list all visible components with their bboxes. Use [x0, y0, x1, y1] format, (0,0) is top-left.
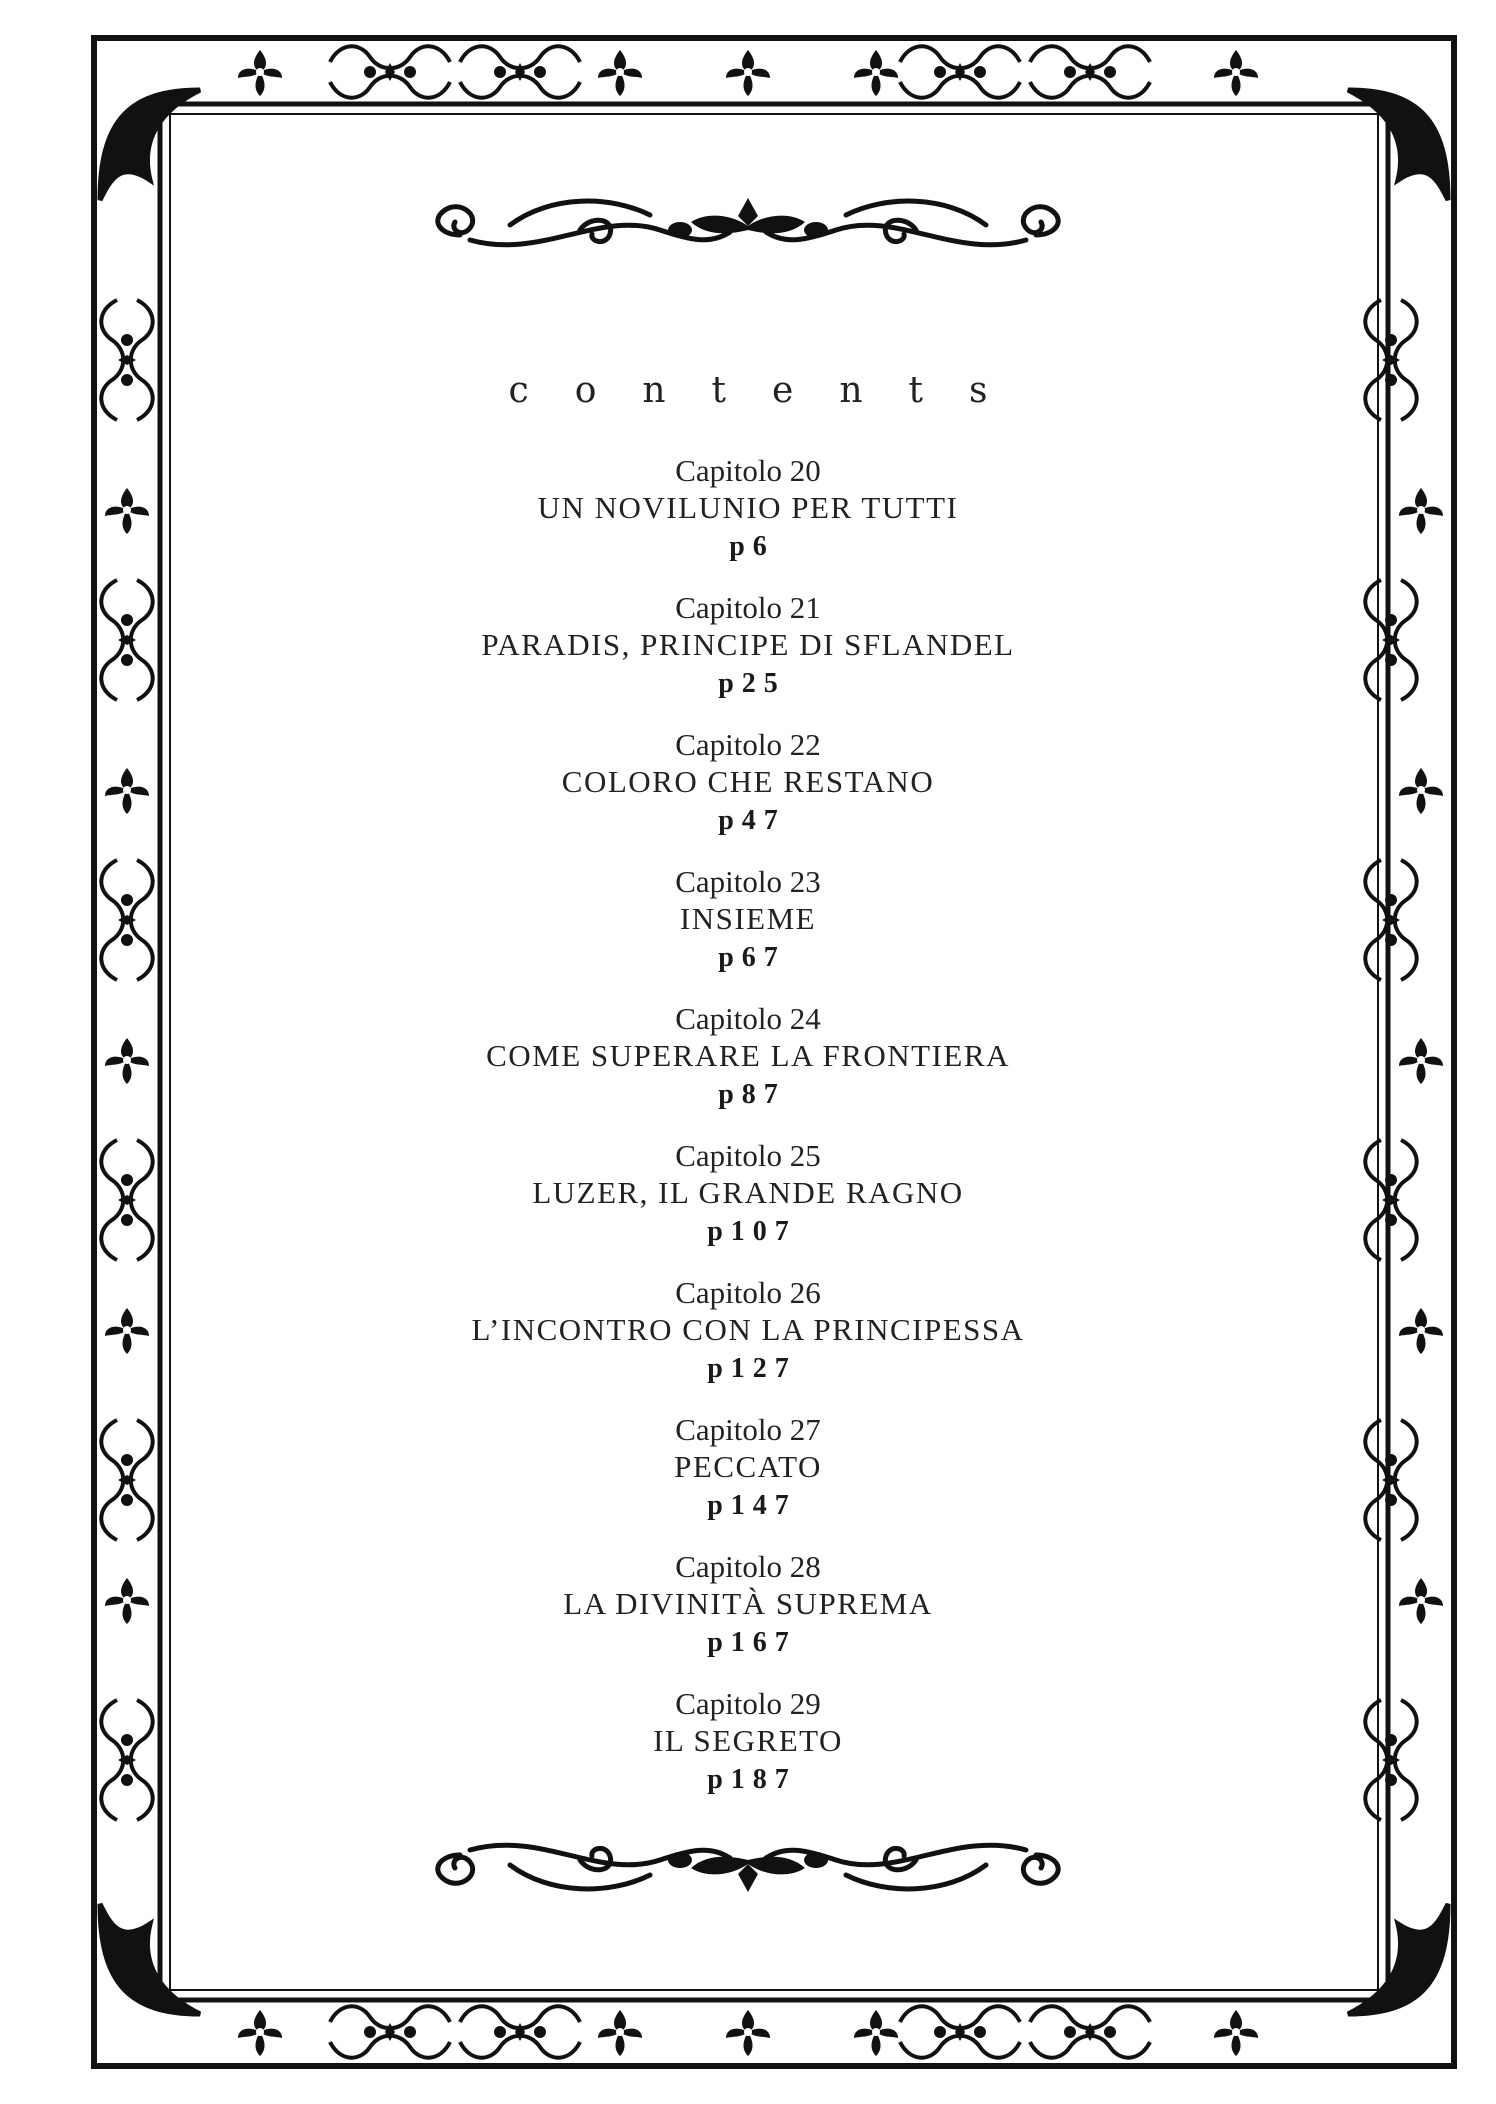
bottom-flourish-ornament: [420, 1820, 1076, 1900]
top-flourish-ornament: [420, 190, 1076, 270]
chapter-page: p167: [707, 1627, 797, 1658]
contents-heading: contents: [508, 370, 1034, 411]
toc-entry[interactable]: [170, 1275, 1326, 1412]
chapter-title: UN NOVILUNIO PER TUTTI: [537, 490, 959, 525]
chapter-page: p67: [718, 942, 786, 973]
chapter-page: p87: [718, 1079, 786, 1110]
chapter-page: p107: [707, 1216, 797, 1247]
chapter-number: Capitolo 23: [675, 864, 821, 899]
chapter-page: p147: [707, 1490, 797, 1521]
chapter-title: COLORO CHE RESTANO: [561, 764, 935, 799]
top-border-pattern: [238, 46, 1258, 97]
chapter-number: Capitolo 25: [675, 1138, 821, 1173]
chapter-number: Capitolo 29: [675, 1686, 821, 1721]
toc-entry[interactable]: [170, 453, 1326, 590]
toc-entry[interactable]: [170, 1549, 1326, 1686]
toc-entry[interactable]: [170, 864, 1326, 1001]
table-of-contents: [170, 453, 1326, 1823]
chapter-title: PARADIS, PRINCIPE DI SFLANDEL: [481, 627, 1015, 662]
contents-page: [170, 160, 1326, 2000]
left-border-pattern: [101, 300, 152, 1820]
chapter-title: COME SUPERARE LA FRONTIERA: [486, 1038, 1010, 1073]
chapter-number: Capitolo 27: [675, 1412, 821, 1447]
chapter-title: L’INCONTRO CON LA PRINCIPESSA: [471, 1312, 1025, 1347]
chapter-title: INSIEME: [679, 901, 817, 936]
bottom-border-pattern: [238, 2006, 1258, 2057]
chapter-number: Capitolo 24: [675, 1001, 821, 1036]
chapter-title: PECCATO: [674, 1449, 822, 1484]
chapter-page: p6: [729, 531, 775, 562]
chapter-page: p127: [707, 1353, 797, 1384]
toc-entry[interactable]: [170, 590, 1326, 727]
toc-entry[interactable]: [170, 727, 1326, 864]
chapter-title: LA DIVINITÀ SUPREMA: [563, 1586, 933, 1621]
chapter-number: Capitolo 20: [675, 453, 821, 488]
chapter-title: LUZER, IL GRANDE RAGNO: [532, 1175, 964, 1210]
toc-entry[interactable]: [170, 1686, 1326, 1823]
chapter-number: Capitolo 21: [675, 590, 821, 625]
toc-entry[interactable]: [170, 1412, 1326, 1549]
chapter-title: IL SEGRETO: [653, 1723, 843, 1758]
chapter-page: p187: [707, 1764, 797, 1795]
chapter-number: Capitolo 22: [675, 727, 821, 762]
chapter-number: Capitolo 26: [675, 1275, 821, 1310]
chapter-page: p47: [718, 805, 786, 836]
right-border-pattern: [1365, 300, 1443, 1820]
chapter-page: p25: [718, 668, 786, 699]
toc-entry[interactable]: [170, 1138, 1326, 1275]
toc-entry[interactable]: [170, 1001, 1326, 1138]
chapter-number: Capitolo 28: [675, 1549, 821, 1584]
